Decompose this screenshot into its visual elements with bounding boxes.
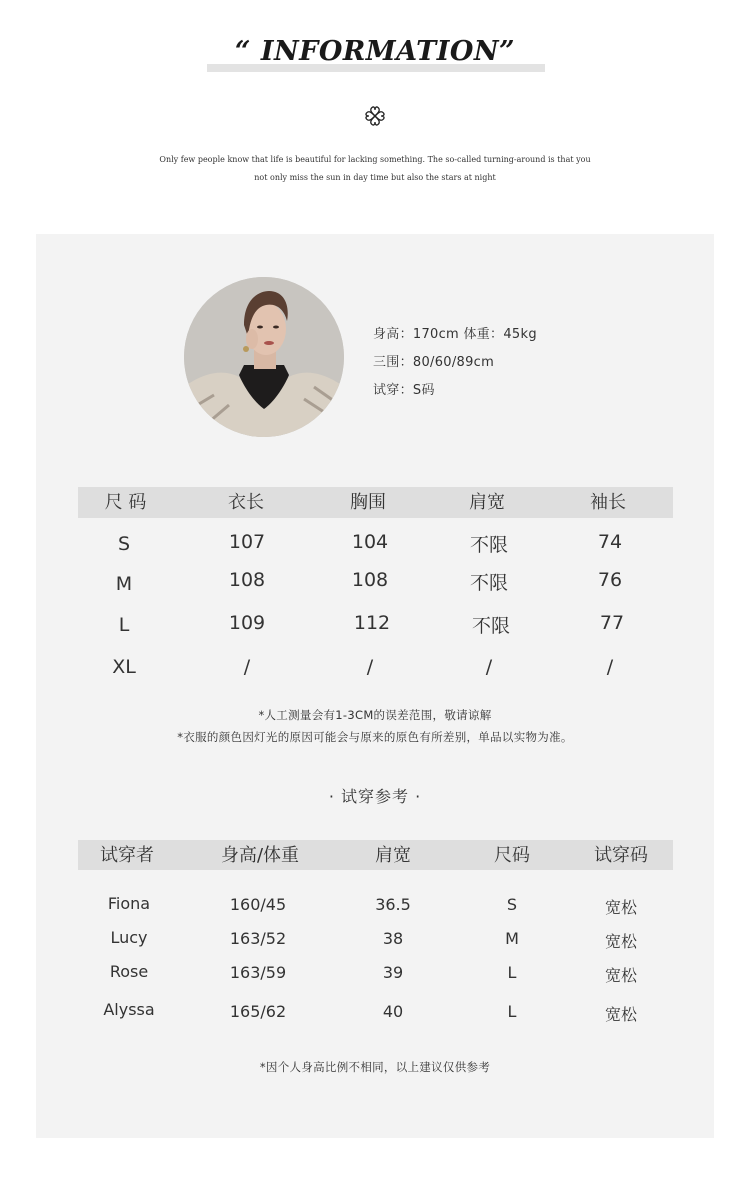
fitting-table-cell: Lucy [110,928,148,947]
fitting-header-fit: 试穿码 [594,845,648,866]
fitting-table-cell: 165/62 [229,1002,287,1021]
fitting-table-cell: Alyssa [103,1000,155,1019]
fitting-table-cell: S [506,895,518,914]
fitting-table-cell: M [505,929,519,948]
size-table-cell: 108 [228,569,266,591]
size-table-cell: M [115,573,133,595]
size-table-cell: / [366,656,374,678]
fitting-table-cell: 36.5 [375,895,411,914]
page-title: “ INFORMATION” [234,36,516,67]
size-table-cell: 不限 [471,615,510,637]
fitting-section-title: · 试穿参考 · [328,787,422,806]
fitting-table-cell: L [507,1002,517,1021]
model-size-tried: 试穿：S码 [373,383,435,398]
size-table-cell: 107 [228,531,266,553]
tagline-line-2: not only miss the sun in day time but also the stars at night [254,173,496,182]
fitting-table-cell: 163/52 [229,929,287,948]
fitting-table-cell: 39 [382,963,404,982]
model-measurements: 三围：80/60/89cm [373,355,495,370]
fitting-header-shoulder: 肩宽 [375,845,411,866]
fitting-table-cell: 宽松 [604,932,637,951]
fitting-header-size: 尺码 [494,845,530,866]
tagline-line-1: Only few people know that life is beautiful for lacking something. The so-called turning-around is that you [159,155,591,164]
size-table-cell: XL [112,656,136,678]
size-table-cell: S [117,533,131,555]
size-table-cell: / [606,656,614,678]
size-header-size: 尺 码 [104,492,147,513]
size-table-cell: 76 [597,569,623,591]
size-header-shoulder: 肩宽 [469,492,505,513]
size-table-cell: 不限 [469,572,508,594]
fitting-table-cell: 38 [382,929,404,948]
size-table-cell: 77 [599,612,625,634]
fitting-table-cell: 宽松 [604,1005,637,1024]
fitting-table-cell: 宽松 [604,966,637,985]
fitting-header-hw: 身高/体重 [220,845,300,866]
fitting-table-cell: Rose [109,962,149,981]
fitting-header-tester: 试穿者 [100,845,154,866]
size-header-length: 衣长 [228,492,264,513]
size-table-cell: 74 [597,531,623,553]
fitting-table-cell: 160/45 [229,895,287,914]
fitting-table-cell: Fiona [107,894,151,913]
size-table-cell: 112 [353,612,391,634]
model-height-weight: 身高：170cm 体重：45kg [373,327,537,342]
fitting-table-cell: 宽松 [604,898,637,917]
size-table-cell: 104 [351,531,389,553]
measurement-note: *人工测量会有1-3CM的误差范围，敬请谅解 [258,708,492,722]
color-note: *衣服的颜色因灯光的原因可能会与原来的原色有所差别，单品以实物为准。 [177,730,573,744]
size-header-sleeve: 袖长 [590,492,626,513]
size-table-cell: L [118,614,130,636]
clover-icon [363,104,387,128]
size-table-cell: 109 [228,612,266,634]
model-photo [184,277,344,437]
size-table-cell: 108 [351,569,389,591]
fitting-table-cell: 163/59 [229,963,287,982]
size-table-cell: / [243,656,251,678]
fitting-table-cell: L [507,963,517,982]
fitting-table-cell: 40 [382,1002,404,1021]
fitting-footnote: *因个人身高比例不相同，以上建议仅供参考 [259,1060,491,1074]
size-table-cell: / [485,656,493,678]
size-header-bust: 胸围 [350,492,386,513]
size-table-cell: 不限 [469,534,508,556]
